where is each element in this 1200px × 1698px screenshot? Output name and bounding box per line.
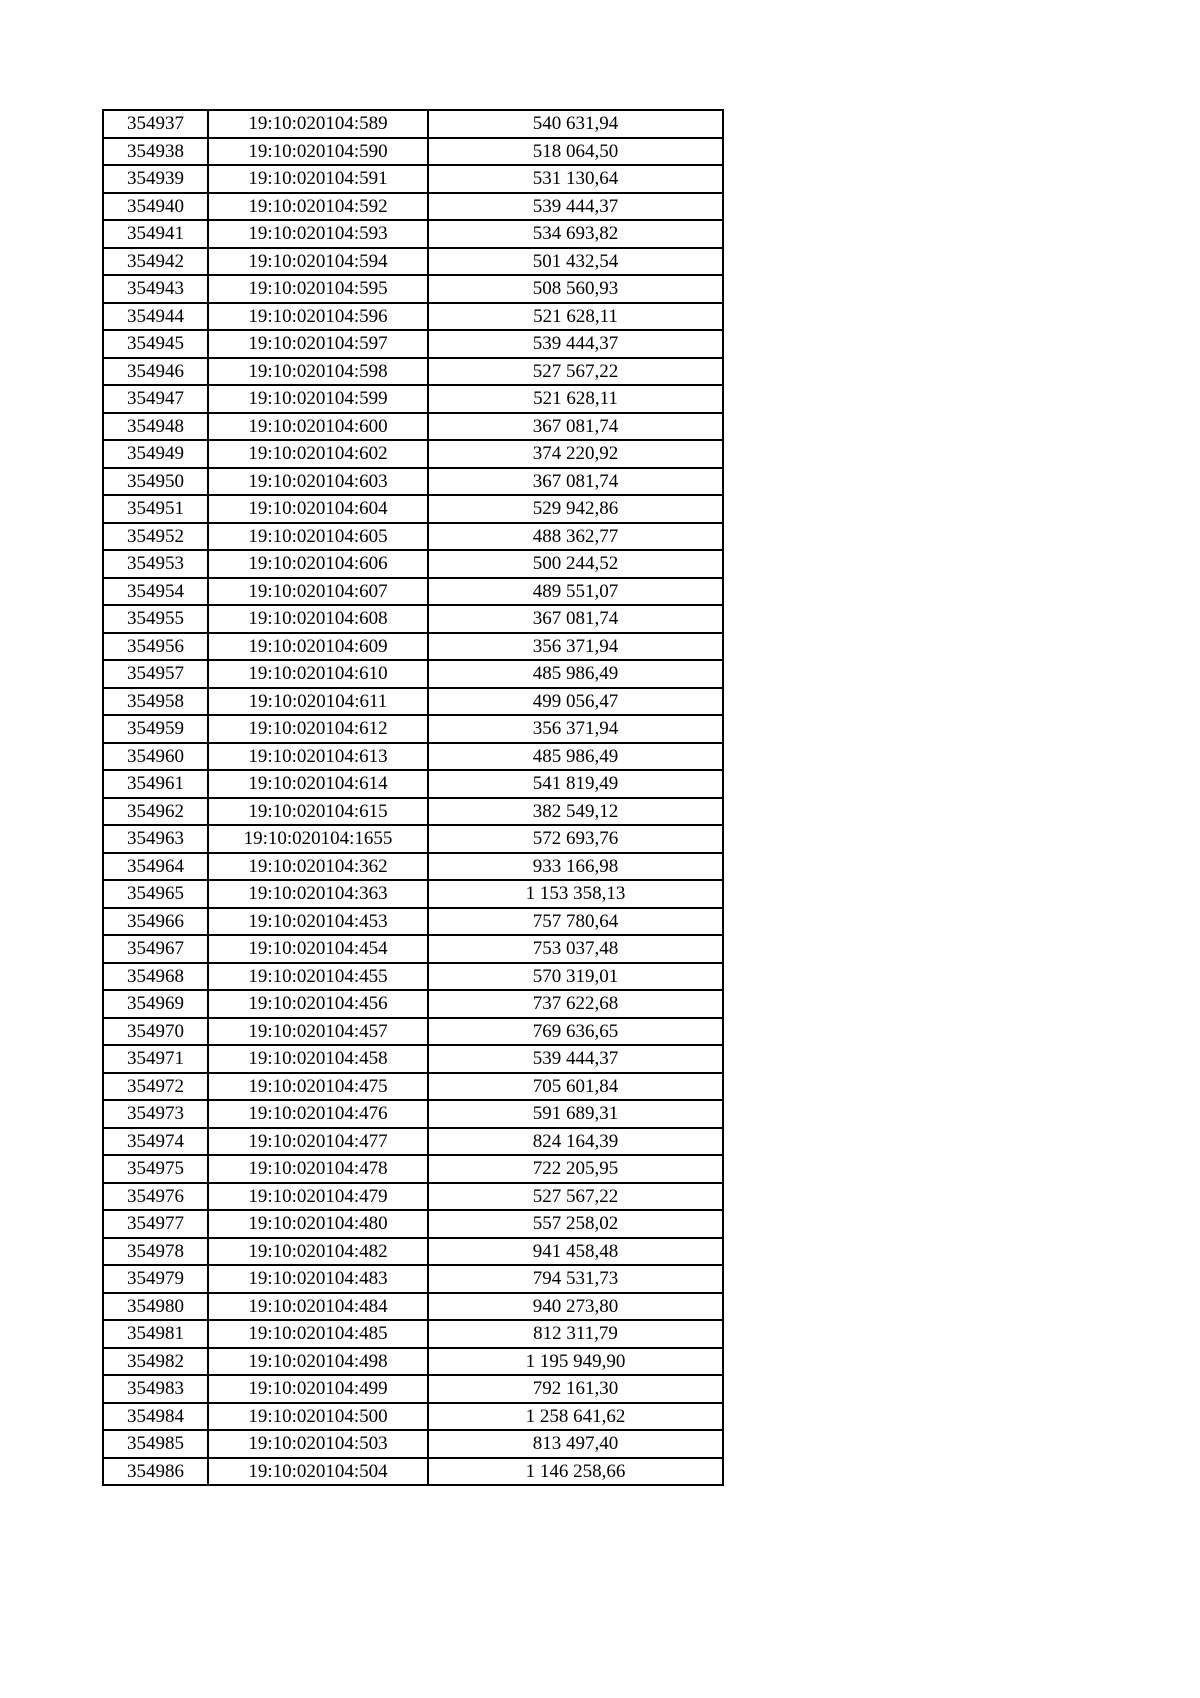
- cadastral-value-cell: 1 258 641,62: [428, 1403, 723, 1431]
- cadastral-value-cell: 572 693,76: [428, 825, 723, 853]
- row-number-cell: 354956: [103, 633, 208, 661]
- cadastral-value-cell: 534 693,82: [428, 220, 723, 248]
- cadastral-value-cell: 485 986,49: [428, 743, 723, 771]
- table-row: [103, 825, 723, 853]
- table-row: [103, 715, 723, 743]
- row-number-cell: 354983: [103, 1375, 208, 1403]
- cadastral-number-cell: 19:10:020104:593: [208, 220, 428, 248]
- table-row: [103, 110, 723, 138]
- row-number-cell: 354974: [103, 1128, 208, 1156]
- table-row: [103, 303, 723, 331]
- cadastral-number-cell: 19:10:020104:609: [208, 633, 428, 661]
- cadastral-number-cell: 19:10:020104:608: [208, 605, 428, 633]
- cadastral-value-cell: 508 560,93: [428, 275, 723, 303]
- row-number-cell: 354966: [103, 908, 208, 936]
- table-row: [103, 853, 723, 881]
- cadastral-value-cell: 499 056,47: [428, 688, 723, 716]
- row-number-cell: 354968: [103, 963, 208, 991]
- cadastral-number-cell: 19:10:020104:591: [208, 165, 428, 193]
- row-number-cell: 354965: [103, 880, 208, 908]
- cadastral-number-cell: 19:10:020104:485: [208, 1320, 428, 1348]
- row-number-cell: 354978: [103, 1238, 208, 1266]
- table-row: [103, 358, 723, 386]
- table-row: [103, 1183, 723, 1211]
- cadastral-value-cell: 1 153 358,13: [428, 880, 723, 908]
- cadastral-number-cell: 19:10:020104:610: [208, 660, 428, 688]
- table-row: [103, 413, 723, 441]
- cadastral-number-cell: 19:10:020104:611: [208, 688, 428, 716]
- cadastral-number-cell: 19:10:020104:500: [208, 1403, 428, 1431]
- cadastral-value-cell: 500 244,52: [428, 550, 723, 578]
- row-number-cell: 354948: [103, 413, 208, 441]
- row-number-cell: 354943: [103, 275, 208, 303]
- cadastral-value-cell: 374 220,92: [428, 440, 723, 468]
- row-number-cell: 354962: [103, 798, 208, 826]
- cadastral-value-cell: 737 622,68: [428, 990, 723, 1018]
- table-row: [103, 385, 723, 413]
- table-row: [103, 523, 723, 551]
- row-number-cell: 354971: [103, 1045, 208, 1073]
- cadastral-number-cell: 19:10:020104:594: [208, 248, 428, 276]
- cadastral-value-cell: 812 311,79: [428, 1320, 723, 1348]
- cadastral-number-cell: 19:10:020104:606: [208, 550, 428, 578]
- cadastral-value-cell: 518 064,50: [428, 138, 723, 166]
- row-number-cell: 354964: [103, 853, 208, 881]
- cadastral-number-cell: 19:10:020104:614: [208, 770, 428, 798]
- row-number-cell: 354950: [103, 468, 208, 496]
- table-row: [103, 963, 723, 991]
- cadastral-number-cell: 19:10:020104:480: [208, 1210, 428, 1238]
- table-row: [103, 468, 723, 496]
- row-number-cell: 354939: [103, 165, 208, 193]
- row-number-cell: 354982: [103, 1348, 208, 1376]
- cadastral-number-cell: 19:10:020104:498: [208, 1348, 428, 1376]
- cadastral-number-cell: 19:10:020104:598: [208, 358, 428, 386]
- row-number-cell: 354945: [103, 330, 208, 358]
- table-row: [103, 275, 723, 303]
- cadastral-number-cell: 19:10:020104:454: [208, 935, 428, 963]
- cadastral-number-cell: 19:10:020104:503: [208, 1430, 428, 1458]
- table-row: [103, 1403, 723, 1431]
- table-row: [103, 605, 723, 633]
- table-row: [103, 1100, 723, 1128]
- cadastral-value-cell: 824 164,39: [428, 1128, 723, 1156]
- table-row: [103, 193, 723, 221]
- cadastral-number-cell: 19:10:020104:479: [208, 1183, 428, 1211]
- cadastral-number-cell: 19:10:020104:458: [208, 1045, 428, 1073]
- table-row: [103, 935, 723, 963]
- table-row: [103, 440, 723, 468]
- row-number-cell: 354949: [103, 440, 208, 468]
- cadastral-value-cell: 794 531,73: [428, 1265, 723, 1293]
- cadastral-value-cell: 367 081,74: [428, 605, 723, 633]
- row-number-cell: 354951: [103, 495, 208, 523]
- row-number-cell: 354955: [103, 605, 208, 633]
- row-number-cell: 354947: [103, 385, 208, 413]
- cadastral-number-cell: 19:10:020104:613: [208, 743, 428, 771]
- cadastral-number-cell: 19:10:020104:455: [208, 963, 428, 991]
- row-number-cell: 354976: [103, 1183, 208, 1211]
- table-row: [103, 138, 723, 166]
- cadastral-number-cell: 19:10:020104:602: [208, 440, 428, 468]
- cadastral-number-cell: 19:10:020104:483: [208, 1265, 428, 1293]
- cadastral-value-cell: 367 081,74: [428, 413, 723, 441]
- row-number-cell: 354970: [103, 1018, 208, 1046]
- cadastral-number-cell: 19:10:020104:476: [208, 1100, 428, 1128]
- cadastral-number-cell: 19:10:020104:499: [208, 1375, 428, 1403]
- cadastral-number-cell: 19:10:020104:599: [208, 385, 428, 413]
- cadastral-value-cell: 557 258,02: [428, 1210, 723, 1238]
- cadastral-value-table: [102, 109, 724, 1486]
- cadastral-value-cell: 488 362,77: [428, 523, 723, 551]
- cadastral-number-cell: 19:10:020104:612: [208, 715, 428, 743]
- row-number-cell: 354952: [103, 523, 208, 551]
- row-number-cell: 354975: [103, 1155, 208, 1183]
- row-number-cell: 354979: [103, 1265, 208, 1293]
- row-number-cell: 354954: [103, 578, 208, 606]
- row-number-cell: 354942: [103, 248, 208, 276]
- cadastral-number-cell: 19:10:020104:607: [208, 578, 428, 606]
- cadastral-value-cell: 382 549,12: [428, 798, 723, 826]
- cadastral-number-cell: 19:10:020104:595: [208, 275, 428, 303]
- table-row: [103, 1045, 723, 1073]
- cadastral-value-cell: 1 146 258,66: [428, 1458, 723, 1486]
- cadastral-value-cell: 769 636,65: [428, 1018, 723, 1046]
- cadastral-number-cell: 19:10:020104:605: [208, 523, 428, 551]
- cadastral-value-cell: 753 037,48: [428, 935, 723, 963]
- row-number-cell: 354967: [103, 935, 208, 963]
- table-row: [103, 165, 723, 193]
- cadastral-number-cell: 19:10:020104:456: [208, 990, 428, 1018]
- cadastral-value-cell: 813 497,40: [428, 1430, 723, 1458]
- row-number-cell: 354980: [103, 1293, 208, 1321]
- row-number-cell: 354944: [103, 303, 208, 331]
- cadastral-number-cell: 19:10:020104:600: [208, 413, 428, 441]
- row-number-cell: 354986: [103, 1458, 208, 1486]
- table-row: [103, 578, 723, 606]
- cadastral-number-cell: 19:10:020104:482: [208, 1238, 428, 1266]
- table-row: [103, 1265, 723, 1293]
- cadastral-value-cell: 539 444,37: [428, 193, 723, 221]
- cadastral-number-cell: 19:10:020104:478: [208, 1155, 428, 1183]
- row-number-cell: 354957: [103, 660, 208, 688]
- table-row: [103, 1430, 723, 1458]
- row-number-cell: 354946: [103, 358, 208, 386]
- row-number-cell: 354960: [103, 743, 208, 771]
- cadastral-number-cell: 19:10:020104:597: [208, 330, 428, 358]
- row-number-cell: 354985: [103, 1430, 208, 1458]
- cadastral-number-cell: 19:10:020104:596: [208, 303, 428, 331]
- table-row: [103, 770, 723, 798]
- row-number-cell: 354953: [103, 550, 208, 578]
- table-row: [103, 1210, 723, 1238]
- cadastral-value-cell: 527 567,22: [428, 358, 723, 386]
- table-row: [103, 1458, 723, 1486]
- table-row: [103, 248, 723, 276]
- cadastral-value-cell: 356 371,94: [428, 715, 723, 743]
- cadastral-value-cell: 485 986,49: [428, 660, 723, 688]
- cadastral-value-cell: 527 567,22: [428, 1183, 723, 1211]
- cadastral-value-cell: 489 551,07: [428, 578, 723, 606]
- table-row: [103, 1320, 723, 1348]
- cadastral-number-cell: 19:10:020104:504: [208, 1458, 428, 1486]
- cadastral-number-cell: 19:10:020104:362: [208, 853, 428, 881]
- row-number-cell: 354984: [103, 1403, 208, 1431]
- cadastral-number-cell: 19:10:020104:453: [208, 908, 428, 936]
- row-number-cell: 354938: [103, 138, 208, 166]
- table-row: [103, 495, 723, 523]
- row-number-cell: 354963: [103, 825, 208, 853]
- row-number-cell: 354969: [103, 990, 208, 1018]
- table-row: [103, 1018, 723, 1046]
- row-number-cell: 354940: [103, 193, 208, 221]
- cadastral-value-cell: 722 205,95: [428, 1155, 723, 1183]
- cadastral-number-cell: 19:10:020104:457: [208, 1018, 428, 1046]
- cadastral-value-cell: 529 942,86: [428, 495, 723, 523]
- cadastral-value-cell: 521 628,11: [428, 303, 723, 331]
- table-row: [103, 1128, 723, 1156]
- table-row: [103, 220, 723, 248]
- row-number-cell: 354972: [103, 1073, 208, 1101]
- table-row: [103, 908, 723, 936]
- cadastral-value-cell: 356 371,94: [428, 633, 723, 661]
- table-row: [103, 880, 723, 908]
- row-number-cell: 354937: [103, 110, 208, 138]
- cadastral-number-cell: 19:10:020104:484: [208, 1293, 428, 1321]
- cadastral-number-cell: 19:10:020104:592: [208, 193, 428, 221]
- cadastral-value-cell: 367 081,74: [428, 468, 723, 496]
- cadastral-number-cell: 19:10:020104:604: [208, 495, 428, 523]
- cadastral-value-cell: 941 458,48: [428, 1238, 723, 1266]
- table-row: [103, 1375, 723, 1403]
- table-row: [103, 743, 723, 771]
- row-number-cell: 354961: [103, 770, 208, 798]
- row-number-cell: 354981: [103, 1320, 208, 1348]
- cadastral-value-cell: 940 273,80: [428, 1293, 723, 1321]
- cadastral-value-cell: 792 161,30: [428, 1375, 723, 1403]
- cadastral-value-cell: 1 195 949,90: [428, 1348, 723, 1376]
- cadastral-value-cell: 705 601,84: [428, 1073, 723, 1101]
- cadastral-value-cell: 757 780,64: [428, 908, 723, 936]
- table-row: [103, 1293, 723, 1321]
- row-number-cell: 354977: [103, 1210, 208, 1238]
- table-row: [103, 688, 723, 716]
- cadastral-number-cell: 19:10:020104:477: [208, 1128, 428, 1156]
- table-row: [103, 330, 723, 358]
- cadastral-value-cell: 541 819,49: [428, 770, 723, 798]
- cadastral-value-cell: 933 166,98: [428, 853, 723, 881]
- row-number-cell: 354973: [103, 1100, 208, 1128]
- cadastral-number-cell: 19:10:020104:615: [208, 798, 428, 826]
- cadastral-value-cell: 531 130,64: [428, 165, 723, 193]
- table-body: [103, 110, 723, 1485]
- cadastral-value-cell: 521 628,11: [428, 385, 723, 413]
- cadastral-value-cell: 570 319,01: [428, 963, 723, 991]
- cadastral-number-cell: 19:10:020104:1655: [208, 825, 428, 853]
- cadastral-number-cell: 19:10:020104:589: [208, 110, 428, 138]
- table-row: [103, 633, 723, 661]
- row-number-cell: 354958: [103, 688, 208, 716]
- cadastral-value-cell: 539 444,37: [428, 1045, 723, 1073]
- table-row: [103, 660, 723, 688]
- cadastral-number-cell: 19:10:020104:603: [208, 468, 428, 496]
- table-row: [103, 990, 723, 1018]
- cadastral-value-cell: 540 631,94: [428, 110, 723, 138]
- table-row: [103, 550, 723, 578]
- cadastral-value-cell: 501 432,54: [428, 248, 723, 276]
- table-row: [103, 1073, 723, 1101]
- table-row: [103, 1238, 723, 1266]
- table-row: [103, 1155, 723, 1183]
- cadastral-number-cell: 19:10:020104:363: [208, 880, 428, 908]
- cadastral-number-cell: 19:10:020104:475: [208, 1073, 428, 1101]
- cadastral-value-cell: 591 689,31: [428, 1100, 723, 1128]
- row-number-cell: 354959: [103, 715, 208, 743]
- cadastral-value-cell: 539 444,37: [428, 330, 723, 358]
- table-row: [103, 1348, 723, 1376]
- cadastral-number-cell: 19:10:020104:590: [208, 138, 428, 166]
- row-number-cell: 354941: [103, 220, 208, 248]
- table-row: [103, 798, 723, 826]
